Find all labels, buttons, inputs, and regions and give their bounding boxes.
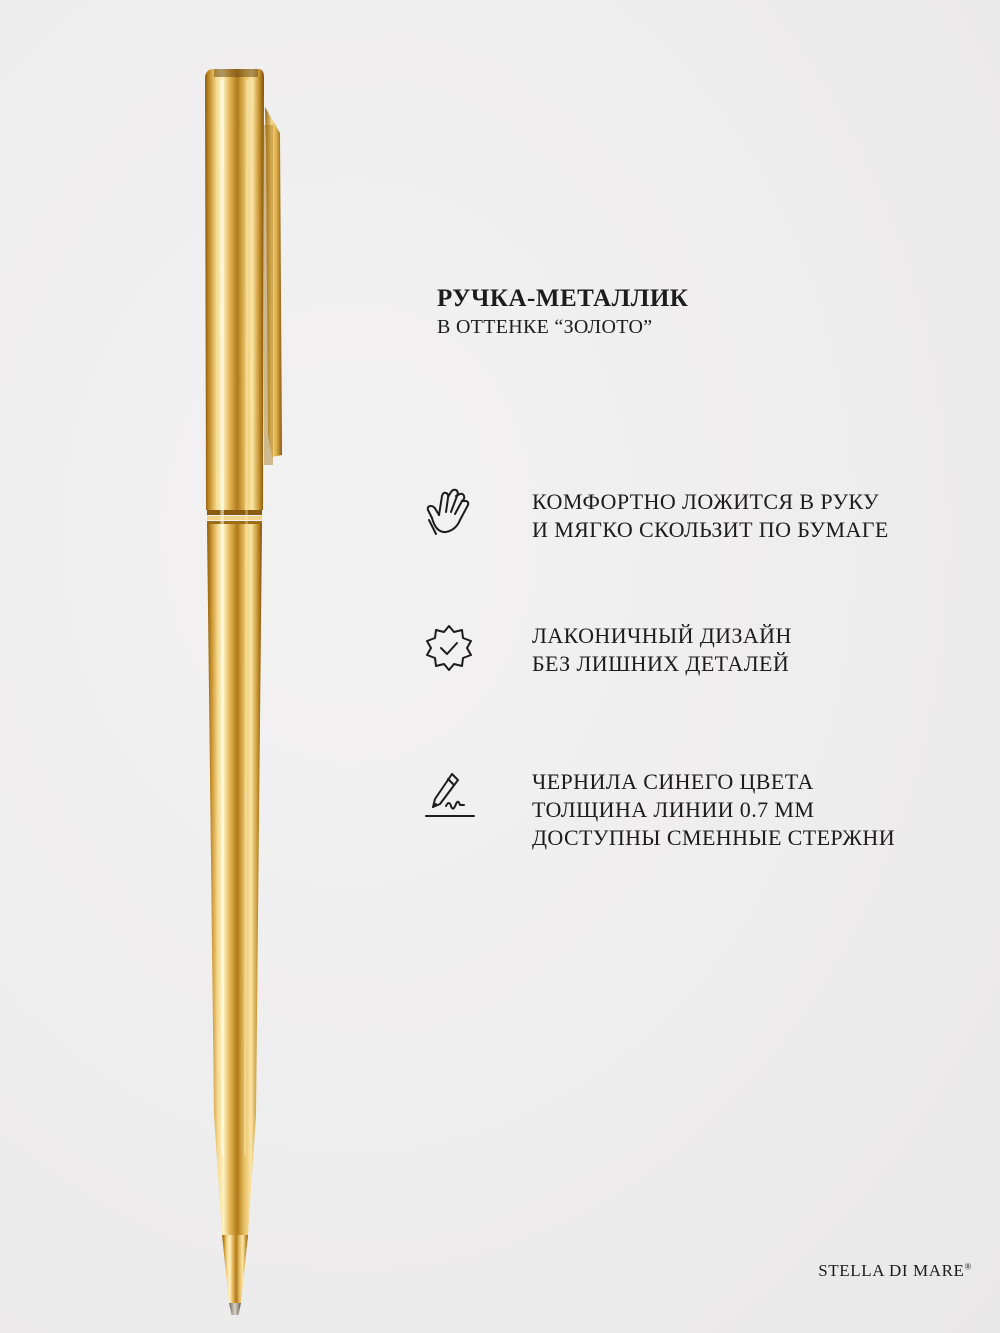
brand-logo	[818, 1261, 972, 1281]
feature-ink-text	[532, 768, 895, 852]
feature-line: БЕЗ ЛИШНИХ ДЕТАЛЕЙ	[532, 651, 790, 676]
brand-name: STELLA DI MARE	[818, 1261, 965, 1280]
feature-line: ЛАКОНИЧНЫЙ ДИЗАЙН	[532, 623, 792, 648]
hand-icon	[418, 488, 480, 544]
gold-pen-image	[180, 55, 320, 1315]
product-heading	[437, 284, 688, 340]
product-subtitle: В ОТТЕНКЕ “ЗОЛОТО”	[437, 316, 653, 338]
feature-line: ТОЛЩИНА ЛИНИИ 0.7 ММ	[532, 797, 815, 822]
badge-check-icon	[418, 622, 480, 678]
feature-design-text	[532, 622, 792, 678]
feature-line: КОМФОРТНО ЛОЖИТСЯ В РУКУ	[532, 489, 880, 514]
product-title: РУЧКА-МЕТАЛЛИК	[437, 285, 689, 312]
pen-writing-icon	[418, 768, 480, 824]
feature-comfort-text	[532, 488, 889, 544]
feature-line: ЧЕРНИЛА СИНЕГО ЦВЕТА	[532, 769, 814, 794]
feature-line: ДОСТУПНЫ СМЕННЫЕ СТЕРЖНИ	[532, 825, 895, 850]
registered-mark: ®	[964, 1261, 972, 1272]
feature-line: И МЯГКО СКОЛЬЗИТ ПО БУМАГЕ	[532, 517, 889, 542]
